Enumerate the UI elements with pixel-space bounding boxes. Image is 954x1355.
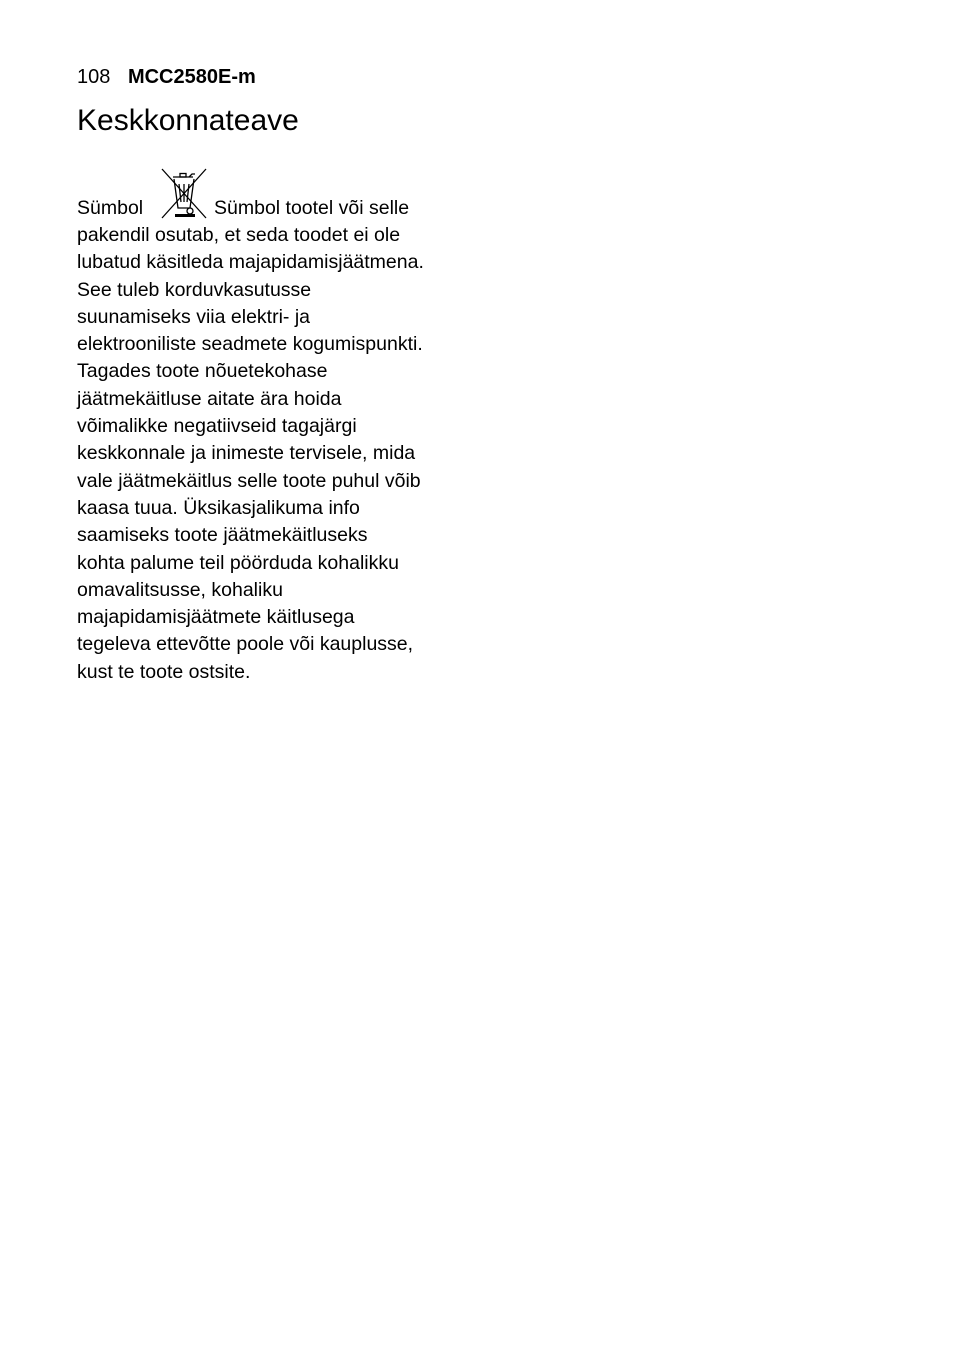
text-line: Tagades toote nõuetekohase: [77, 360, 328, 383]
first-line-rest: Sümbol tootel või selle: [214, 197, 410, 219]
text-line: majapidamisjäätmete käitlusega: [77, 606, 355, 629]
text-line: keskkonnale ja inimeste tervisele, mida: [77, 442, 416, 465]
text-line: suunamiseks viia elektri- ja: [77, 305, 311, 328]
text-line: pakendil osutab, et seda toodet ei ole: [77, 224, 401, 246]
lead-word: Sümbol: [77, 197, 144, 219]
text-line: saamiseks toote jäätmekäitluseks: [77, 524, 368, 547]
text-line: kohta palume teil pöörduda kohalikku: [77, 551, 399, 574]
text-line: jäätmekäitluse aitate ära hoida: [77, 387, 342, 410]
crossed-out-wheelie-bin-icon: [159, 168, 209, 220]
environment-paragraph: [77, 168, 487, 686]
text-line: lubatud käsitleda majapidamisjäätmena.: [77, 251, 424, 274]
text-line: võimalikke negatiivseid tagajärgi: [77, 415, 357, 438]
model-name: MCC2580E-m: [127, 66, 256, 88]
text-line: kaasa tuua. Üksikasjalikuma info: [77, 496, 360, 519]
section-title: Keskkonnateave: [77, 104, 299, 137]
page-header: [77, 64, 256, 90]
paragraph-first-line: [77, 168, 487, 222]
text-line: omavalitsusse, kohaliku: [77, 578, 283, 601]
text-line: tegeleva ettevõtte poole või kauplusse,: [77, 633, 414, 656]
text-line: kust te toote ostsite.: [77, 660, 251, 683]
text-line: vale jäätmekäitlus selle toote puhul võib: [77, 469, 421, 492]
page-number: 108: [77, 66, 111, 88]
text-line: See tuleb korduvkasutusse: [77, 278, 312, 301]
text-line: elektrooniliste seadmete kogumispunkti.: [77, 333, 423, 356]
